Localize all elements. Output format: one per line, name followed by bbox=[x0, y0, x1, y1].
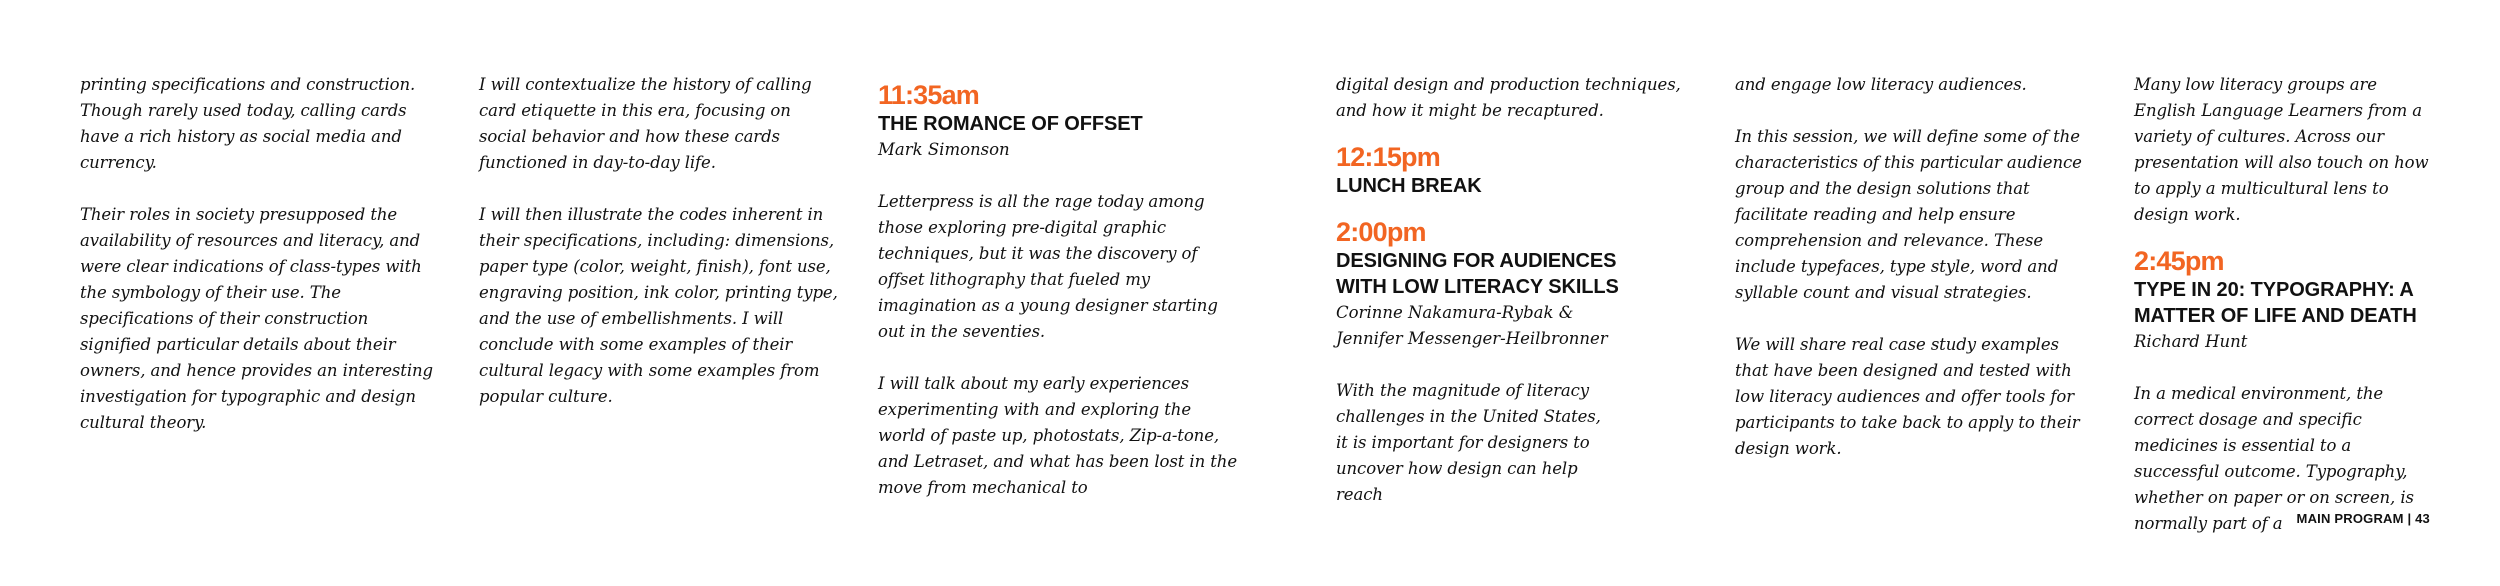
column-2 bbox=[479, 72, 839, 436]
column-3 bbox=[878, 80, 1238, 527]
session-time: 2:00pm bbox=[1336, 217, 1426, 247]
body-paragraph: printing specifications and construction. Though rarely used today, calling cards have a rich history as social media and currency. bbox=[80, 75, 416, 172]
session-speaker: Mark Simonson bbox=[878, 140, 1010, 159]
session-title: LUNCH BREAK bbox=[1336, 175, 1482, 197]
body-paragraph: I will then illustrate the codes inherent in their specifications, including: dimensions, paper type (color, weight, finish), font use, engraving position, ink color, printing type, and the use of embellishments. I will conclude with some examples of their cultural legacy with some examples from popular culture. bbox=[479, 205, 838, 406]
body-paragraph: In this session, we will define some of the characteristics of this particular audience group and the design solutions that facilitate reading and help ensure comprehension and relevance. These include typefaces, type style, word and syllable count and visual strategies. bbox=[1735, 127, 2082, 302]
body-paragraph: Letterpress is all the rage today among those exploring pre-digital graphic techniques, but it was the discovery of offset lithography that fueled my imagination as a young designer starting out in the seventies. bbox=[878, 192, 1218, 341]
body-paragraph: I will talk about my early experiences experimenting with and exploring the world of paste up, photostats, Zip-a-tone, and Letraset, and what has been lost in the move from mechanical to bbox=[878, 374, 1237, 497]
session-title: DESIGNING FOR AUDIENCES WITH LOW LITERACY SKILLS bbox=[1336, 250, 1619, 298]
column-5 bbox=[1735, 72, 2095, 488]
body-paragraph: digital design and production techniques, and how it might be recaptured. bbox=[1336, 75, 1681, 120]
column-4 bbox=[1336, 72, 1696, 534]
body-paragraph: Their roles in society presupposed the availability of resources and literacy, and were clear indications of class-types with the symbology of their use. The specifications of their construction signified particular details about their owners, and hence provides an interesting investigation for typographic and design cultural theory. bbox=[80, 205, 433, 432]
session-title: THE ROMANCE OF OFFSET bbox=[878, 113, 1143, 135]
session-speaker: Richard Hunt bbox=[2134, 332, 2248, 351]
body-paragraph: Many low literacy groups are English Language Learners from a variety of cultures. Across our presentation will also touch on how to apply a multicultural lens to design work. bbox=[2134, 75, 2429, 224]
session-time: 2:45pm bbox=[2134, 246, 2224, 276]
column-1 bbox=[80, 72, 440, 462]
session-speaker: Corinne Nakamura-Rybak & Jennifer Messenger-Heilbronner bbox=[1336, 303, 1608, 348]
session-time: 11:35am bbox=[878, 80, 979, 110]
body-paragraph: With the magnitude of literacy challenges in the United States, it is important for designers to uncover how design can help reach bbox=[1336, 381, 1601, 504]
body-paragraph: We will share real case study examples that have been designed and tested with low literacy audiences and offer tools for participants to take back to apply to their design work. bbox=[1735, 335, 2080, 458]
body-paragraph: In a medical environment, the correct dosage and specific medicines is essential to a successful outcome. Typography, whether on paper or on screen, is normally part of a bbox=[2134, 384, 2414, 533]
session-time: 12:15pm bbox=[1336, 142, 1440, 172]
column-6 bbox=[2134, 72, 2434, 563]
page-footer: MAIN PROGRAM | 43 bbox=[2296, 511, 2430, 526]
session-title: TYPE IN 20: TYPOGRAPHY: A MATTER OF LIFE AND DEATH bbox=[2134, 279, 2417, 327]
body-paragraph: I will contextualize the history of calling card etiquette in this era, focusing on social behavior and how these cards functioned in day-to-day life. bbox=[479, 75, 812, 172]
body-paragraph: and engage low literacy audiences. bbox=[1735, 75, 2027, 94]
